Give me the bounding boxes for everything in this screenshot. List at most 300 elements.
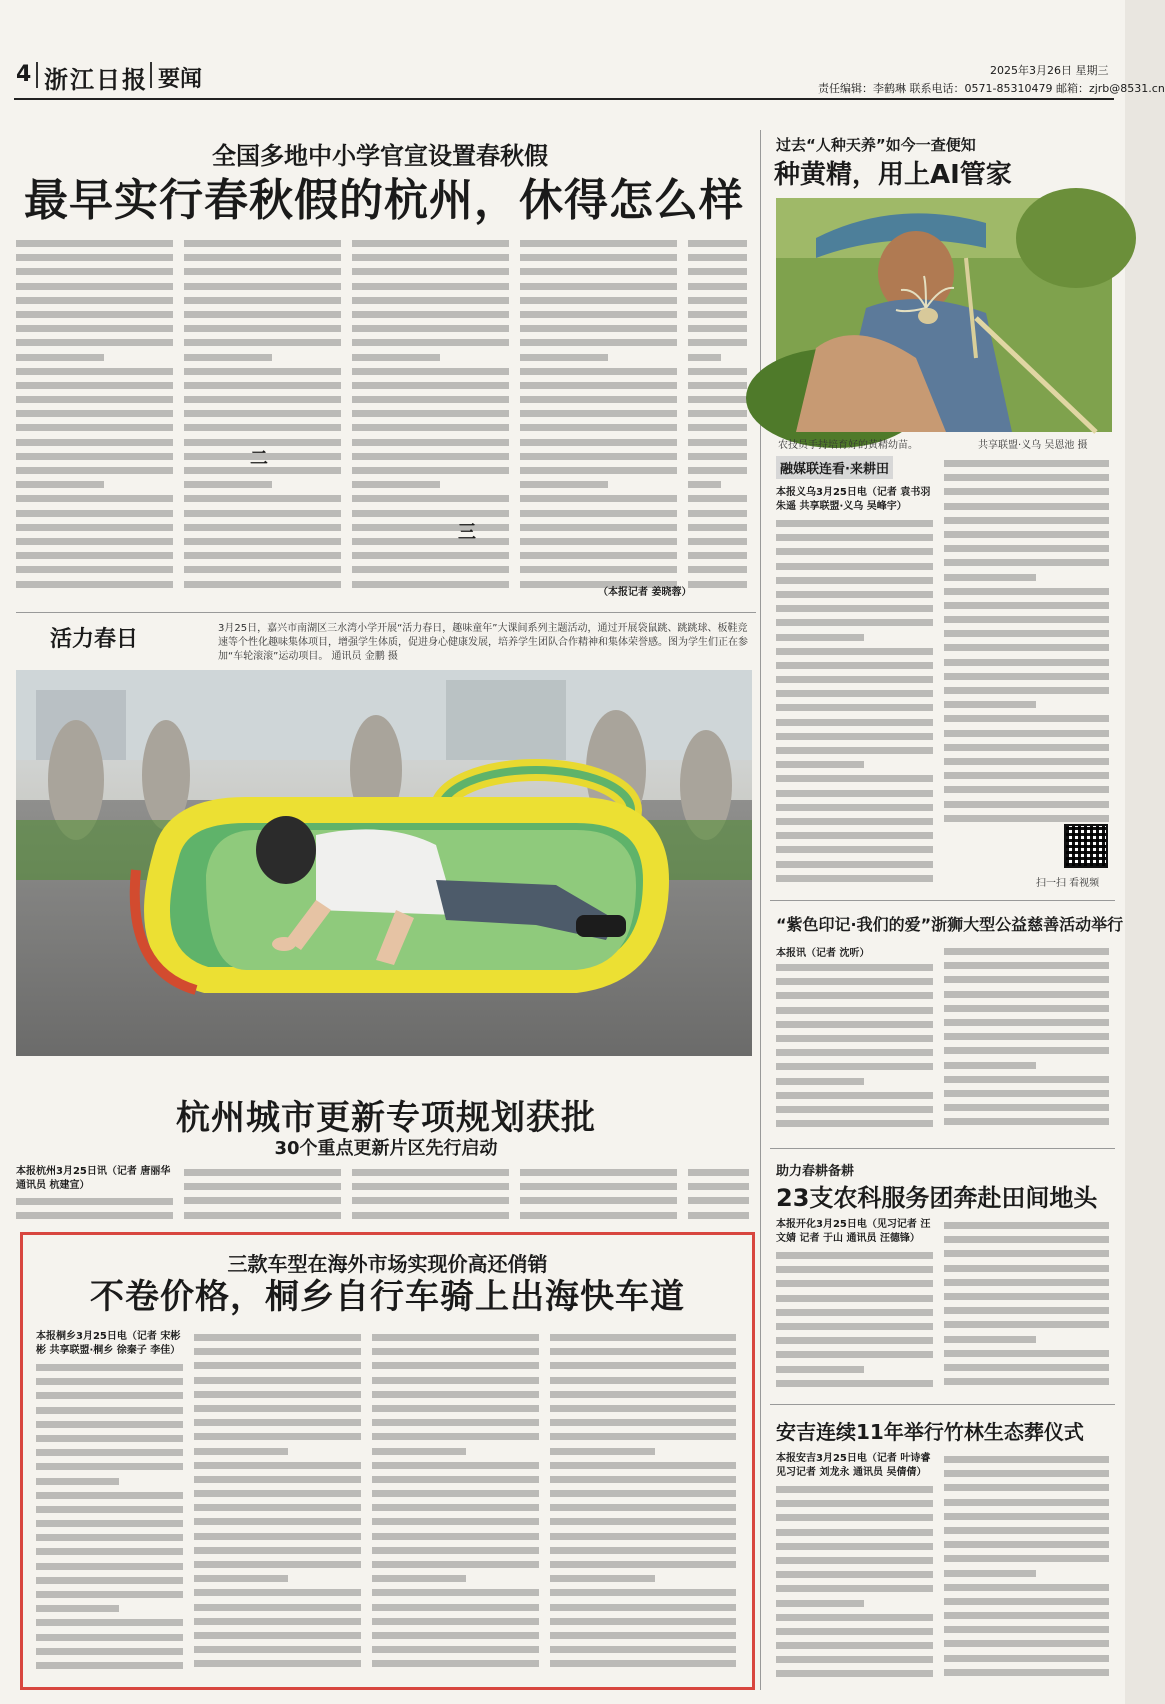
- text-line: [776, 559, 936, 573]
- qr-label: 扫一扫 看视频: [1036, 878, 1100, 889]
- text-line: [36, 1374, 186, 1388]
- text-line: [944, 683, 1112, 697]
- text-line: [16, 279, 176, 293]
- top-story-headline: 最早实行春秋假的杭州，休得怎么样: [24, 175, 744, 226]
- text-line: [944, 1275, 1112, 1289]
- text-line: [776, 573, 936, 587]
- text-line: [688, 279, 748, 293]
- text-line: [776, 644, 936, 658]
- text-line: [352, 335, 512, 349]
- text-line: [550, 1600, 740, 1614]
- text-line: [194, 1656, 364, 1670]
- text-line: [776, 1362, 936, 1376]
- text-line: [776, 786, 936, 800]
- text-line: [520, 520, 680, 534]
- masthead-divider: [150, 62, 152, 88]
- text-line: [36, 1360, 186, 1374]
- text-line: [16, 364, 176, 378]
- article-body-column: [16, 236, 176, 596]
- text-line: [776, 1581, 936, 1595]
- text-line: [688, 577, 748, 591]
- right-top-headline: 种黄精，用上AI管家: [774, 160, 1012, 190]
- text-line: [520, 1165, 680, 1179]
- text-line: [776, 771, 936, 785]
- farm-kicker: 助力春耕备耕: [776, 1164, 855, 1179]
- section-rule: [16, 612, 756, 613]
- text-line: [550, 1373, 740, 1387]
- text-line: [16, 350, 176, 364]
- text-line: [776, 1666, 936, 1680]
- qr-code[interactable]: [1064, 824, 1108, 868]
- article-body-column: [550, 1330, 740, 1680]
- text-line: [776, 658, 936, 672]
- article-body-column: [520, 1165, 680, 1229]
- urban-story-byline: 本报杭州3月25日讯（记者 唐丽华 通讯员 杭建宣）: [16, 1166, 171, 1191]
- text-line: [520, 477, 680, 491]
- text-line: [372, 1600, 542, 1614]
- text-line: [184, 1193, 344, 1207]
- text-line: [520, 378, 680, 392]
- text-line: [944, 1072, 1112, 1086]
- bike-story-kicker: 三款车型在海外市场实现价高还俏销: [227, 1252, 548, 1276]
- text-line: [194, 1486, 364, 1500]
- text-line: [776, 587, 936, 601]
- text-line: [16, 420, 176, 434]
- right-top-kicker: 过去“人种天养”如今一查便知: [776, 136, 976, 154]
- text-line: [550, 1387, 740, 1401]
- text-line: [352, 562, 512, 576]
- text-line: [944, 987, 1112, 1001]
- text-line: [352, 463, 512, 477]
- text-line: [944, 1594, 1112, 1608]
- farmer-photo: [776, 198, 1112, 432]
- text-line: [776, 1262, 936, 1276]
- text-line: [372, 1514, 542, 1528]
- text-line: [688, 534, 748, 548]
- text-line: [184, 406, 344, 420]
- text-line: [184, 506, 344, 520]
- text-line: [944, 555, 1112, 569]
- text-line: [36, 1488, 186, 1502]
- text-line: [944, 470, 1112, 484]
- text-line: [36, 1459, 186, 1473]
- text-line: [550, 1444, 740, 1458]
- section-mark: 三: [458, 522, 476, 543]
- text-line: [194, 1614, 364, 1628]
- farmer-photo-caption: 农技员手持培育好的黄精幼苗。: [778, 440, 918, 451]
- text-line: [944, 570, 1112, 584]
- text-line: [776, 1376, 936, 1390]
- text-line: [372, 1642, 542, 1656]
- text-line: [372, 1656, 542, 1670]
- text-line: [36, 1644, 186, 1658]
- text-line: [372, 1358, 542, 1372]
- text-line: [944, 1566, 1112, 1580]
- text-line: [776, 1088, 936, 1102]
- text-line: [550, 1529, 740, 1543]
- text-line: [352, 534, 512, 548]
- text-line: [352, 264, 512, 278]
- text-line: [36, 1530, 186, 1544]
- text-line: [184, 335, 344, 349]
- text-line: [944, 1665, 1112, 1679]
- text-line: [194, 1373, 364, 1387]
- text-line: [352, 350, 512, 364]
- text-line: [352, 307, 512, 321]
- text-line: [372, 1557, 542, 1571]
- text-line: [520, 392, 680, 406]
- text-line: [944, 726, 1112, 740]
- text-line: [520, 364, 680, 378]
- text-line: [776, 1510, 936, 1524]
- text-line: [184, 1179, 344, 1193]
- farm-headline: 23支农科服务团奔赴田间地头: [776, 1184, 1098, 1212]
- text-line: [372, 1543, 542, 1557]
- urban-story-subheadline: 30个重点更新片区先行启动: [274, 1138, 498, 1159]
- text-line: [944, 1317, 1112, 1331]
- text-line: [944, 1452, 1112, 1466]
- text-line: [36, 1573, 186, 1587]
- text-line: [944, 972, 1112, 986]
- text-line: [944, 1537, 1112, 1551]
- article-body-column: [776, 1482, 936, 1688]
- text-line: [776, 743, 936, 757]
- text-line: [688, 350, 748, 364]
- text-line: [944, 513, 1112, 527]
- right-top-byline: 本报义乌3月25日电（记者 袁书羽 朱遥 共享联盟·义乌 吴峰宇）: [776, 487, 931, 512]
- text-line: [776, 1652, 936, 1666]
- text-line: [776, 1496, 936, 1510]
- text-line: [520, 335, 680, 349]
- text-line: [372, 1444, 542, 1458]
- top-story-byline: （本报记者 姜晓蓉）: [598, 587, 692, 598]
- text-line: [520, 534, 680, 548]
- text-line: [776, 1553, 936, 1567]
- text-line: [184, 250, 344, 264]
- text-line: [944, 797, 1112, 811]
- text-line: [184, 279, 344, 293]
- text-line: [688, 264, 748, 278]
- text-line: [776, 516, 936, 530]
- text-line: [776, 828, 936, 842]
- text-line: [520, 321, 680, 335]
- text-line: [352, 548, 512, 562]
- text-line: [194, 1415, 364, 1429]
- text-line: [776, 615, 936, 629]
- text-line: [944, 584, 1112, 598]
- text-line: [776, 544, 936, 558]
- text-line: [550, 1344, 740, 1358]
- text-line: [944, 1058, 1112, 1072]
- text-line: [944, 711, 1112, 725]
- text-line: [184, 264, 344, 278]
- text-line: [352, 392, 512, 406]
- photo-feature-label: 活力春日: [50, 627, 139, 652]
- section-rule: [770, 1148, 1115, 1149]
- text-line: [944, 1332, 1112, 1346]
- text-line: [16, 506, 176, 520]
- text-line: [688, 1179, 750, 1193]
- farmer-photo-credit: 共享联盟·义乌 吴恩池 摄: [978, 440, 1088, 451]
- text-line: [944, 1114, 1112, 1128]
- text-line: [776, 1347, 936, 1361]
- text-line: [550, 1415, 740, 1429]
- text-line: [776, 1116, 936, 1130]
- text-line: [36, 1601, 186, 1615]
- text-line: [16, 1208, 176, 1222]
- text-line: [520, 279, 680, 293]
- text-line: [688, 420, 748, 434]
- text-line: [184, 307, 344, 321]
- column-tag: 融媒联连看·来耕田: [776, 456, 893, 479]
- article-body-column: [352, 1165, 512, 1229]
- article-body-column: [352, 236, 512, 596]
- text-line: [36, 1559, 186, 1573]
- text-line: [944, 697, 1112, 711]
- text-line: [550, 1458, 740, 1472]
- masthead-divider: [36, 62, 38, 88]
- text-line: [16, 378, 176, 392]
- charity-headline: “紫色印记·我们的爱”浙狮大型公益慈善活动举行: [776, 915, 1124, 934]
- text-line: [372, 1486, 542, 1500]
- text-line: [776, 842, 936, 856]
- article-body-column: [184, 1165, 344, 1229]
- text-line: [688, 321, 748, 335]
- text-line: [944, 456, 1112, 470]
- text-line: [776, 1525, 936, 1539]
- burial-headline: 安吉连续11年举行竹林生态葬仪式: [776, 1420, 1084, 1444]
- article-body-column: [776, 516, 936, 892]
- text-line: [352, 577, 512, 591]
- text-line: [372, 1415, 542, 1429]
- text-line: [688, 562, 748, 576]
- text-line: [944, 612, 1112, 626]
- date-line: 2025年3月26日 星期三: [990, 64, 1109, 77]
- text-line: [36, 1587, 186, 1601]
- text-line: [688, 491, 748, 505]
- text-line: [194, 1358, 364, 1372]
- text-line: [352, 1193, 512, 1207]
- text-line: [944, 1303, 1112, 1317]
- text-line: [194, 1387, 364, 1401]
- photo-feature-caption: 3月25日，嘉兴市南湖区三水湾小学开展“活力春日，趣味童年”大课间系列主题活动，通过开展袋鼠跳、跳跳球、板鞋竞速等个性化趣味集体项目，增强学生体质，促进身心健康发展，培养学生团队合作精神和集体荣誉感。图为学生们正在参加“车轮滚滚”运动项目。 通讯员 金鹏 摄: [218, 623, 748, 662]
- text-line: [944, 1261, 1112, 1275]
- text-line: [776, 800, 936, 814]
- text-line: [16, 463, 176, 477]
- text-line: [944, 754, 1112, 768]
- text-line: [352, 506, 512, 520]
- text-line: [520, 562, 680, 576]
- text-line: [944, 1580, 1112, 1594]
- text-line: [520, 491, 680, 505]
- text-line: [944, 768, 1112, 782]
- text-line: [520, 307, 680, 321]
- text-line: [352, 1208, 512, 1222]
- text-line: [36, 1388, 186, 1402]
- text-line: [194, 1642, 364, 1656]
- text-line: [352, 364, 512, 378]
- column-rule: [760, 130, 761, 1690]
- text-line: [688, 293, 748, 307]
- text-line: [16, 250, 176, 264]
- text-line: [372, 1500, 542, 1514]
- text-line: [352, 520, 512, 534]
- text-line: [550, 1571, 740, 1585]
- kids-tunnel-photo: [16, 670, 752, 1056]
- text-line: [944, 1246, 1112, 1260]
- text-line: [944, 1651, 1112, 1665]
- text-line: [184, 534, 344, 548]
- text-line: [16, 392, 176, 406]
- text-line: [944, 1495, 1112, 1509]
- text-line: [194, 1585, 364, 1599]
- text-line: [520, 406, 680, 420]
- text-line: [184, 548, 344, 562]
- text-line: [944, 1608, 1112, 1622]
- text-line: [944, 669, 1112, 683]
- text-line: [194, 1401, 364, 1415]
- farm-byline: 本报开化3月25日电（见习记者 汪文婧 记者 于山 通讯员 汪德锋）: [776, 1219, 931, 1244]
- text-line: [944, 655, 1112, 669]
- text-line: [372, 1373, 542, 1387]
- text-line: [352, 449, 512, 463]
- text-line: [352, 477, 512, 491]
- text-line: [36, 1445, 186, 1459]
- text-line: [16, 477, 176, 491]
- article-body-column: [16, 1194, 176, 1230]
- text-line: [688, 1165, 750, 1179]
- text-line: [688, 406, 748, 420]
- text-line: [944, 484, 1112, 498]
- text-line: [352, 250, 512, 264]
- text-line: [944, 541, 1112, 555]
- text-line: [550, 1514, 740, 1528]
- text-line: [194, 1330, 364, 1344]
- text-line: [550, 1429, 740, 1443]
- article-body-column: [194, 1330, 364, 1680]
- text-line: [550, 1642, 740, 1656]
- text-line: [184, 562, 344, 576]
- text-line: [184, 364, 344, 378]
- text-line: [688, 1193, 750, 1207]
- text-line: [776, 814, 936, 828]
- text-line: [184, 392, 344, 406]
- text-line: [776, 1624, 936, 1638]
- text-line: [352, 378, 512, 392]
- text-line: [194, 1472, 364, 1486]
- paper-name: 浙江日报: [44, 65, 148, 94]
- text-line: [16, 293, 176, 307]
- text-line: [776, 857, 936, 871]
- text-line: [16, 264, 176, 278]
- text-line: [944, 527, 1112, 541]
- text-line: [184, 577, 344, 591]
- text-line: [520, 293, 680, 307]
- text-line: [184, 420, 344, 434]
- article-body-column: [372, 1330, 542, 1680]
- text-line: [688, 1208, 750, 1222]
- text-line: [36, 1630, 186, 1644]
- text-line: [776, 757, 936, 771]
- text-line: [520, 264, 680, 278]
- text-line: [944, 626, 1112, 640]
- text-line: [352, 321, 512, 335]
- text-line: [36, 1403, 186, 1417]
- text-line: [776, 988, 936, 1002]
- text-line: [550, 1358, 740, 1372]
- text-line: [776, 601, 936, 615]
- text-line: [944, 1360, 1112, 1374]
- page-number: 4: [16, 62, 32, 87]
- text-line: [776, 1003, 936, 1017]
- section-rule: [770, 1404, 1115, 1405]
- text-line: [776, 686, 936, 700]
- text-line: [550, 1486, 740, 1500]
- text-line: [184, 1208, 344, 1222]
- text-line: [550, 1330, 740, 1344]
- text-line: [16, 406, 176, 420]
- text-line: [352, 1179, 512, 1193]
- text-line: [372, 1614, 542, 1628]
- text-line: [776, 630, 936, 644]
- top-story-kicker: 全国多地中小学官宣设置春秋假: [212, 142, 548, 170]
- text-line: [688, 548, 748, 562]
- text-line: [352, 236, 512, 250]
- text-line: [944, 1015, 1112, 1029]
- text-line: [688, 250, 748, 264]
- text-line: [688, 392, 748, 406]
- text-line: [372, 1472, 542, 1486]
- text-line: [184, 491, 344, 505]
- text-line: [372, 1458, 542, 1472]
- section-rule: [770, 900, 1115, 901]
- text-line: [550, 1614, 740, 1628]
- text-line: [944, 1466, 1112, 1480]
- text-line: [776, 974, 936, 988]
- text-line: [776, 715, 936, 729]
- text-line: [550, 1401, 740, 1415]
- text-line: [194, 1529, 364, 1543]
- text-line: [944, 1001, 1112, 1015]
- text-line: [776, 1482, 936, 1496]
- article-body-column: [776, 960, 936, 1140]
- article-body-column: [184, 236, 344, 596]
- text-line: [36, 1516, 186, 1530]
- article-body-column: [688, 236, 748, 596]
- text-line: [944, 1029, 1112, 1043]
- text-line: [352, 279, 512, 293]
- text-line: [194, 1444, 364, 1458]
- text-line: [520, 1179, 680, 1193]
- text-line: [184, 321, 344, 335]
- text-line: [194, 1458, 364, 1472]
- article-body-column: [776, 1248, 936, 1396]
- text-line: [16, 236, 176, 250]
- text-line: [688, 307, 748, 321]
- text-line: [550, 1628, 740, 1642]
- text-line: [776, 729, 936, 743]
- text-line: [944, 640, 1112, 654]
- bike-story-headline: 不卷价格，桐乡自行车骑上出海快车道: [90, 1277, 685, 1317]
- text-line: [776, 1031, 936, 1045]
- text-line: [776, 1248, 936, 1262]
- text-line: [184, 520, 344, 534]
- article-body-column: [688, 1165, 750, 1229]
- text-line: [944, 811, 1112, 825]
- text-line: [944, 1622, 1112, 1636]
- text-line: [16, 449, 176, 463]
- article-body-column: [944, 1452, 1112, 1688]
